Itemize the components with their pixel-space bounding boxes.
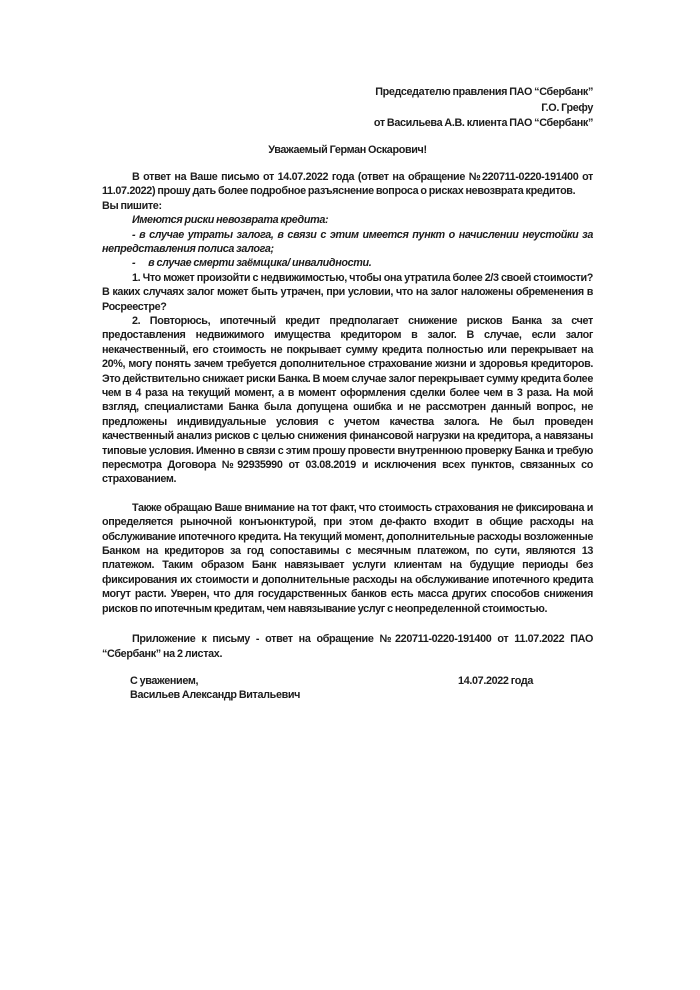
quote-heading: Имеются риски невозврата кредита: bbox=[132, 214, 329, 227]
signature-name: Васильев Александр Витальевич bbox=[130, 689, 301, 702]
quote-item-1: - в случае утраты залога, в связи с этим имеется пункт о начислении неустойки за непредставления полиса залога; bbox=[102, 228, 593, 255]
recipient-block bbox=[102, 85, 593, 132]
paragraph-attachment: Приложение к письму - ответ на обращение №220711-0220-191400 от 11.07.2022 ПАО “Сбербанк” на 2 листах. bbox=[102, 633, 593, 660]
signature-row bbox=[102, 674, 593, 688]
salutation: Уважаемый Герман Оскарович! bbox=[268, 143, 427, 156]
signature-closing: С уважением, bbox=[130, 674, 199, 687]
paragraph-additional: Также обращаю Ваше внимание на тот факт, что стоимость страхования не фиксирована и определяется рыночной конъюнктурой, при этом де-факто входит в общие расходы на обслуживание ипотечного кредита. На текущий момент, дополнительные расходы возложенные Банком на кредиторов за год сопоставимы с месячным платежом, по сути, являются 13 платежом. Таким образом Банк навязывает услуги клиентам на будущие периоды без фиксирования их стоимости и дополнительные расходы на обслуживание ипотечного кредита могут расти. Уверен, что для государственных банков есть масса других способов снижения рисков по ипотечным кредитам, чем навязывание услуг с неопределенной стоимостью. bbox=[102, 501, 593, 615]
recipient-line-1: Председателю правления ПАО “Сбербанк” bbox=[375, 86, 593, 98]
signature-date: 14.07.2022 года bbox=[458, 674, 533, 687]
paragraph-point-2: 2. Повторюсь, ипотечный кредит предполагает снижение рисков Банка за счет предоставления недвижимого имущества кредитором в залог. В случае, если залог некачественный, его стоимость не покрывает сумму кредита полностью или перекрывает на 20%, могу понять зачем требуется дополнительное страхование жизни и здоровья кредиторов. Это действительно снижает риски Банка. В моем случае залог перекрывает сумму кредита более чем в 4 раза на текущий момент, а в момент оформления сделки более чем в 3 раза. На мой взгляд, специалистами Банка была допущена ошибка и не рассмотрен данный вопрос, не предложены индивидуальные условия с учетом качества залога. Не был проведен качественный анализ рисков с целью снижения финансовой нагрузки на кредитора, а навязаны типовые условия. Именно в связи с этим прошу провести внутреннюю проверку Банка и требую пересмотра Договора №92935990 от 03.08.2019 и исключения всех пунктов, связанных со страхованием. bbox=[102, 314, 593, 486]
paragraph-point-1: 1. Что может произойти с недвижимостью, чтобы она утратила более 2/3 своей стоимости? В каких случаях залог может быть утрачен, при условии, что на залог наложены обременения в Росреестре? bbox=[102, 271, 593, 313]
paragraph-intro: В ответ на Ваше письмо от 14.07.2022 года (ответ на обращение №220711-0220-191400 от 11.07.2022) прошу дать более подробное разъяснение вопроса о рисках невозврата кредитов. bbox=[102, 170, 593, 198]
quote-item-2: - в случае смерти заёмщика/ инвалидности. bbox=[132, 257, 372, 270]
recipient-line-3: от Васильева А.В. клиента ПАО “Сбербанк” bbox=[373, 117, 593, 129]
you-write-line: Вы пишите: bbox=[102, 199, 162, 212]
recipient-line-2: Г.О. Грефу bbox=[541, 101, 593, 114]
